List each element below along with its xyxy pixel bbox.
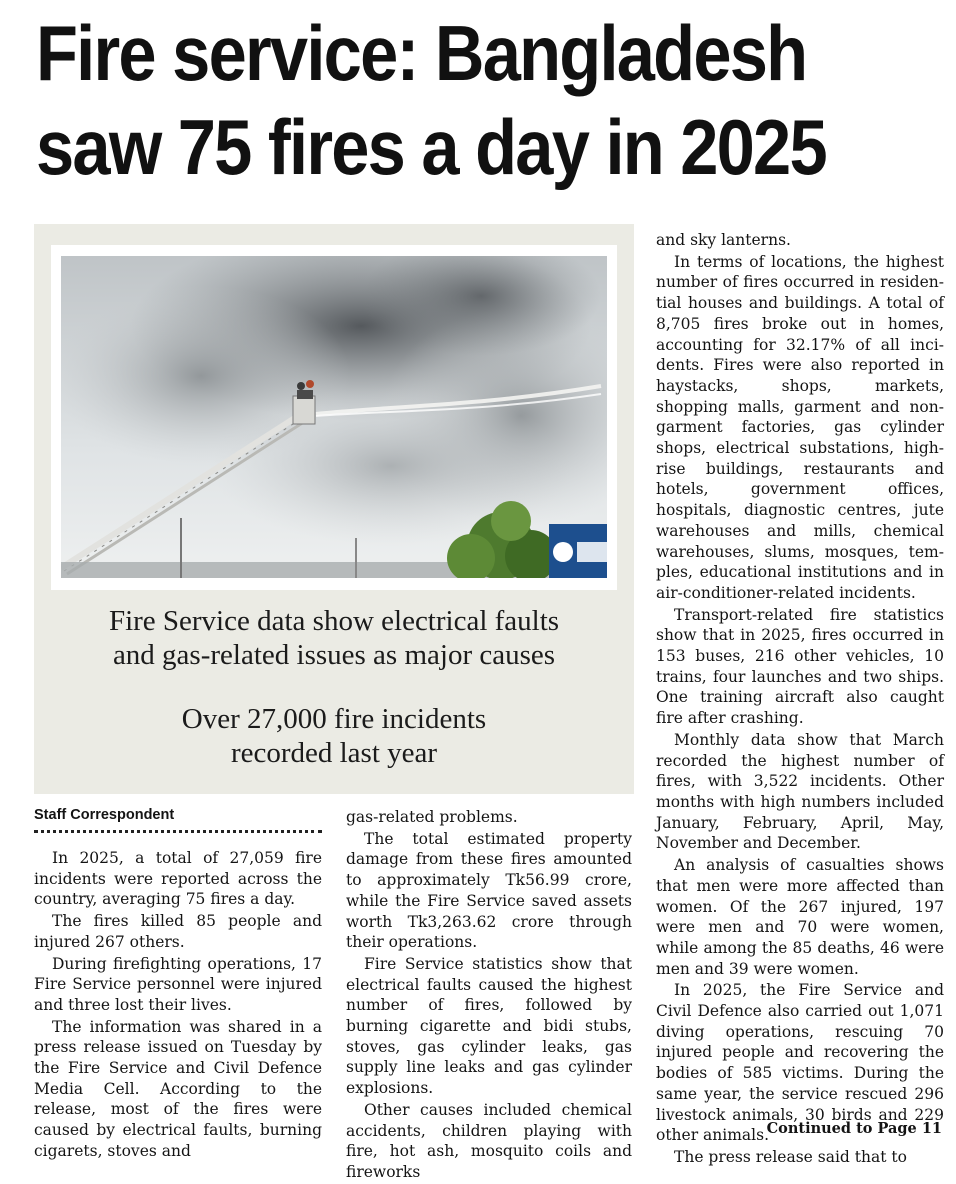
caption-electrical-faults	[34, 604, 634, 672]
article-column-2	[346, 807, 632, 1184]
paragraph: In 2025, the Fire Service and Civil Defence also carried out 1,071 diving operations, rescuing 70 injured people and recovering the bodies of 585 victims. During the same year, the service rescued 296 livestock animals, 30 birds and 229 other animals.	[656, 981, 944, 1145]
paragraph: The press release said that to	[674, 1147, 907, 1166]
photo-caption-panel	[34, 224, 634, 794]
caption-2-line-2: recorded last year	[230, 737, 438, 769]
paragraph: The information was shared in a press release issued on Tuesday by the Fire Service and Civil Defence Media Cell. According to the release, most of the fires were caused by electrical faults, burning cigarets, stoves and	[34, 1017, 322, 1160]
article-column-1	[34, 848, 322, 1163]
paragraph: The total estimated property damage from these fires amounted to approximately Tk56.99 crore, while the Fire Service saved assets worth Tk3,263.62 crore through their operations.	[346, 829, 632, 952]
photo-frame	[51, 245, 617, 590]
paragraph: In 2025, a total of 27,059 fire incidents were reported across the country, averaging 75 fires a day.	[34, 849, 322, 909]
paragraph: The fires killed 85 people and injured 267 others.	[34, 912, 322, 951]
caption-incident-count	[34, 702, 634, 770]
paragraph: Monthly data show that March recorded the highest number of fires, with 3,522 incidents. Other months with high numbers included January, February, April, May, November and December.	[656, 730, 944, 853]
article-column-3	[656, 230, 944, 1169]
paragraph-continuation: gas-related problems.	[346, 808, 518, 826]
caption-1-line-2: and gas-related issues as major causes	[112, 639, 556, 671]
continued-to-page-link[interactable]: Continued to Page 11	[766, 1120, 942, 1137]
paragraph: Other causes included chemical accidents, children playing with fire, hot ash, mosquito coils and fireworks	[346, 1100, 632, 1181]
paragraph: In terms of locations, the highest number of fires occurred in residential houses and buildings. A total of 8,705 fires broke out in homes, accounting for 32.17% of all incidents. Fires were also reported in haystacks, shops, markets, shopping malls, garment and non-garment factories, gas cylinder shops, electrical substations, high-rise buildings, restaurants and hotels, government offices, hospitals, diagnostic centres, jute warehouses and mills, chemical warehouses, slums, mosques, temples, educational institutions and in air-conditioner-related incidents.	[656, 252, 944, 602]
firefighter	[297, 382, 305, 390]
byline-divider	[34, 830, 322, 833]
paragraph-continuation: and sky lanterns.	[656, 231, 791, 249]
paragraph: During firefighting operations, 17 Fire Service personnel were injured and three lost their lives.	[34, 954, 322, 1014]
headline	[36, 6, 837, 194]
paragraph: Transport-related fire statistics show that in 2025, fires occurred in 153 buses, 216 other vehicles, 10 trains, four launches and two ships. One training aircraft also caught fire after crashing.	[656, 605, 944, 728]
headline-line-1: Fire service: Bangladesh	[36, 9, 807, 97]
headline-line-2: saw 75 fires a day in 2025	[36, 103, 826, 191]
caption-2-line-1: Over 27,000 fire incidents	[181, 703, 487, 735]
byline: Staff Correspondent	[34, 807, 175, 823]
fire-fighter-on-ladder-photo	[61, 256, 607, 578]
paragraph: An analysis of casualties shows that men were more affected than women. Of the 267 injured, 197 were men and 70 were women, while among the 85 deaths, 46 were men and 39 were women.	[656, 856, 944, 978]
ladder-platform	[293, 396, 315, 424]
caption-1-line-1: Fire Service data show electrical faults	[108, 605, 560, 637]
paragraph: Fire Service statistics show that electrical faults caused the highest number of fires, followed by burning cigarette and bidi stubs, stoves, gas cylinder leaks, gas supply line leaks and gas cylinder explosions.	[346, 954, 632, 1098]
